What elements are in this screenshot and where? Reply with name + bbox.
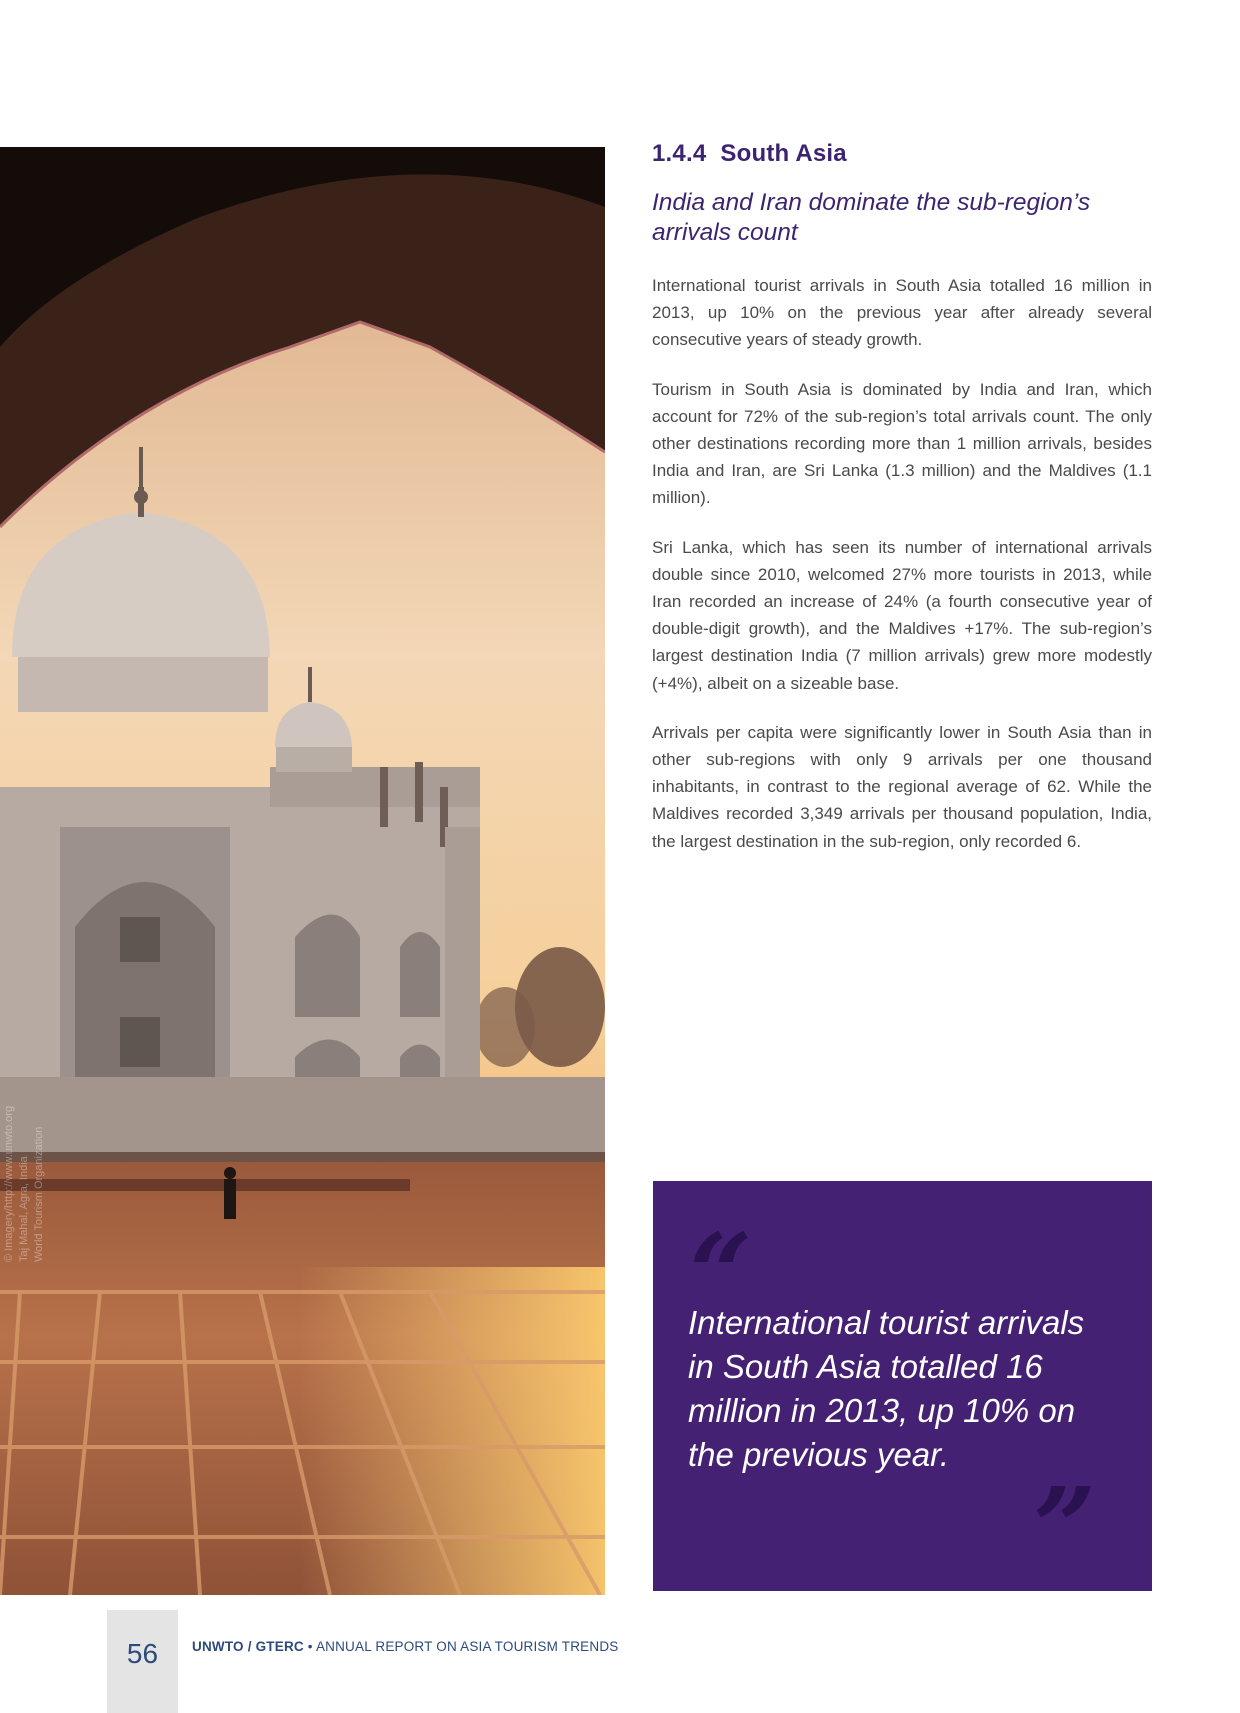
paragraph: International tourist arrivals in South Asia totalled 16 million in 2013, up 10% on the previous year after already several consecutive years of steady growth. [652,276,1152,350]
photo-credit-line: World Tourism Organization [33,1126,45,1262]
section-heading [652,140,1152,168]
section-subtitle: India and Iran dominate the sub-region’s arrivals count [652,189,1091,246]
paragraph: Tourism in South Asia is dominated by India and Iran, which account for 72% of the sub-region’s total arrivals count. The only other destinations recording more than 1 million arrivals, besides India and Iran, are Sri Lanka (1.3 million) and the Maldives (1.1 million). [652,379,1152,508]
pull-quote-text: International tourist arrivals in South Asia totalled 16 million in 2013, up 10% on the previous year. [688,1304,1085,1473]
page-number: 56 [126,1638,159,1669]
section-title: South Asia [720,140,847,167]
paragraph: Arrivals per capita were significantly lower in South Asia than in other sub-regions with only 9 arrivals per one thousand inhabitants, in contrast to the regional average of 62. While the Maldives recorded 3,349 arrivals per thousand population, India, the largest destination in the sub-region, only recorded 6. [652,722,1152,851]
paragraph: Sri Lanka, which has seen its number of international arrivals double since 2010, welcomed 27% more tourists in 2013, while Iran recorded an increase of 24% (a fourth consecutive year of double-digit growth), and the Maldives +17%. The sub-region’s largest destination India (7 million arrivals) grew more modestly (+4%), albeit on a sizeable base. [652,537,1152,693]
photo-credit-line: Taj Mahal, Agra, India [18,1156,30,1262]
pull-quote [653,1181,1152,1591]
taj-mahal-illustration [0,147,605,1595]
section-number: 1.4.4 [652,140,707,167]
footer-org: UNWTO / GTERC [192,1639,304,1654]
article-body [652,272,1152,855]
open-quote-icon: “ [689,1209,753,1338]
close-quote-icon: ” [1033,1463,1097,1592]
footer-separator: • [303,1639,316,1654]
taj-mahal-photo [0,147,605,1595]
photo-credit [2,1106,47,1262]
article-column [652,140,1152,877]
footer-report-title: ANNUAL REPORT ON ASIA TOURISM TRENDS [315,1639,619,1654]
photo-credit-line: © Imagery/http://www.unwto.org [3,1105,15,1262]
running-footer [192,1639,618,1654]
page-number-box [107,1610,178,1713]
